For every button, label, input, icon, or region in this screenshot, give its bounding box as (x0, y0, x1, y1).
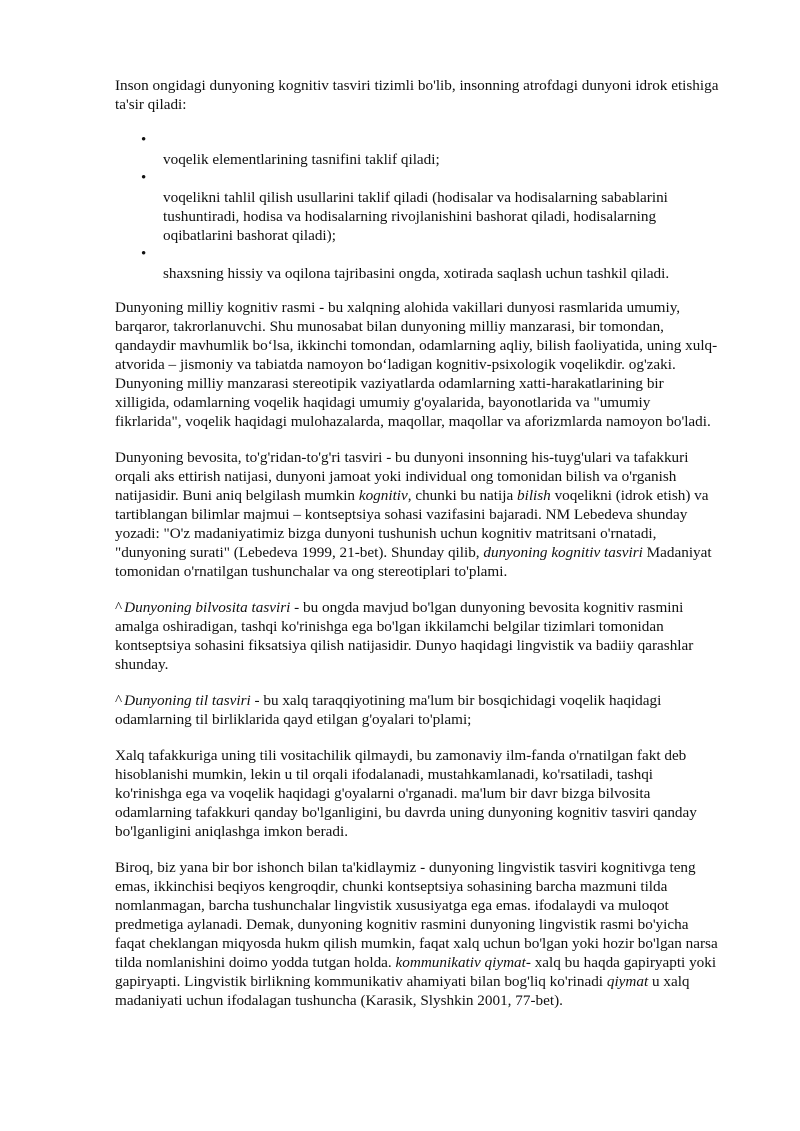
paragraph-indirect-picture: ^ Dunyoning bilvosita tasviri - bu ongda mavjud bo'lgan dunyoning bevosita kognitiv rasmini amalga oshiradigan, tashqi ko'rinishga ega bo'lgan ikkilamchi belgilar tizimlari tomonidan kontseptsiya sohasini fiksatsiya qilish natijasidir. Dunyo haqidagi lingvistik va badiiy qarashlar shunday. (115, 599, 694, 673)
italic-term: dunyoning kognitiv tasviri (483, 544, 643, 561)
caret-symbol: ^ (115, 692, 123, 709)
list-item (115, 169, 720, 245)
bullet-marker: • (141, 246, 147, 262)
list-item (115, 131, 720, 169)
italic-term: qiymat (606, 973, 649, 990)
italic-term: kognitiv (358, 487, 408, 504)
bullet-list (115, 131, 720, 283)
bullet-text: voqelik elementlarining tasnifini taklif qiladi; (163, 151, 440, 168)
italic-term: bilish (517, 487, 551, 504)
caret-symbol: ^ (115, 599, 123, 616)
paragraph-thinking: Xalq tafakkuriga uning tili vositachilik qilmaydi, bu zamonaviy ilm-fanda o'rnatilgan fakt deb hisoblanishi mumkin, lekin u til orqali ifodalanadi, mustahkamlanadi, ko'rsatiladi, tashqi ko'rinishga ega va voqelik haqidagi g'oyalarni o'rganadi. ma'lum bir davr bizga bilvosita odamlarning tafakkuri qanday bo'lganligini, bu davrda uning dunyoning kognitiv tasviri qanday bo'lganligini aniqlashga imkon beradi. (115, 747, 697, 840)
bullet-marker: • (141, 170, 147, 186)
italic-term: Dunyoning bilvosita tasviri (124, 599, 291, 616)
intro-paragraph: Inson ongidagi dunyoning kognitiv tasviri tizimli bo'lib, insonning atrofdagi dunyoni idrok etishiga ta'sir qiladi: (115, 77, 719, 113)
bullet-text: shaxsning hissiy va oqilona tajribasini ongda, xotirada saqlash uchun tashkil qiladi. (163, 265, 670, 282)
italic-term: Dunyoning til tasviri (124, 692, 251, 709)
bullet-text: voqelikni tahlil qilish usullarini taklif qiladi (hodisalar va hodisalarning sabablarini tushuntiradi, hodisa va hodisalarning rivojlanishini bashorat qiladi, hodisalarning oqibatlarini bashorat qiladi); (163, 189, 668, 244)
italic-term: kommunikativ qiymat (395, 954, 526, 971)
list-item (115, 245, 720, 283)
paragraph-linguistic-vs-cognitive: Biroq, biz yana bir bor ishonch bilan ta'kidlaymiz - dunyoning lingvistik tasviri kognitivga teng emas, ikkinchisi beqiyos kengroqdir, chunki kontseptsiya sohasining barcha mazmuni tilda nomlanmagan, barcha tushunchalar lingvistik xususiyatga ega emas. ifodalaydi va muloqot predmetiga aylanadi. Demak, dunyoning kognitiv rasmini dunyoning lingvistik rasmi bo'yicha faqat cheklangan miqyosda hukm qilish mumkin, faqat xalq uchun bo'lgan yoki hozir bo'lgan narsa tilda nomlanishini doimo yodda tutgan holda. kommunikativ qiymat- xalq bu haqda gapiryapti yoki gapiryapti. Lingvistik birlikning kommunikativ ahamiyati bilan bog'liq ko'rinadi qiymat u xalq madaniyati uchun ifodalagan tushuncha (Karasik, Slyshkin 2001, 77-bet). (115, 859, 718, 1009)
bullet-marker: • (141, 132, 147, 148)
paragraph-language-picture: ^ Dunyoning til tasviri - bu xalq taraqqiyotining ma'lum bir bosqichidagi voqelik haqidagi odamlarning til birliklarida qayd etilgan g'oyalari to'plami; (115, 692, 662, 728)
paragraph-national-picture: Dunyoning milliy kognitiv rasmi - bu xalqning alohida vakillari dunyosi rasmlarida umumiy, barqaror, takrorlanuvchi. Shu munosabat bilan dunyoning milliy manzarasi, bir tomondan, qandaydir mavhumlik bo‘lsa, ikkinchi tomondan, odamlarning aqliy, bilish faoliyatida, uning xulq-atvorida – jismoniy va tabiatda namoyon bo‘ladigan kognitiv-psixologik voqelikdir. og'zaki. Dunyoning milliy manzarasi stereotipik vaziyatlarda odamlarning xatti-harakatlarining bir xilligida, odamlarning voqelik haqidagi umumiy g'oyalarida, bayonotlarida va "umumiy fikrlarida", voqelik haqidagi mulohazalarda, maqollar, maqollar va aforizmlarda namoyon bo'ladi. (115, 299, 718, 430)
paragraph-direct-picture: Dunyoning bevosita, to'g'ridan-to'g'ri tasviri - bu dunyoni insonning his-tuyg'ulari va tafakkuri orqali aks ettirish natijasi, dunyoni jamoat yoki individual ong tomonidan bilish va o'rganish natijasidir. Buni aniq belgilash mumkin kognitiv, chunki bu natija bilish voqelikni (idrok etish) va tartiblangan bilimlar majmui – kontseptsiya sohasi vazifasini bajaradi. NM Lebedeva shunday yozadi: "O'z madaniyatimiz bizga dunyoni tushunish uchun kognitiv matritsani o'rnatadi, "dunyoning surati" (Lebedeva 1999, 21-bet). Shunday qilib, dunyoning kognitiv tasviri Madaniyat tomonidan o'rnatilgan tushunchalar va ong stereotiplari to'plami. (115, 449, 712, 580)
